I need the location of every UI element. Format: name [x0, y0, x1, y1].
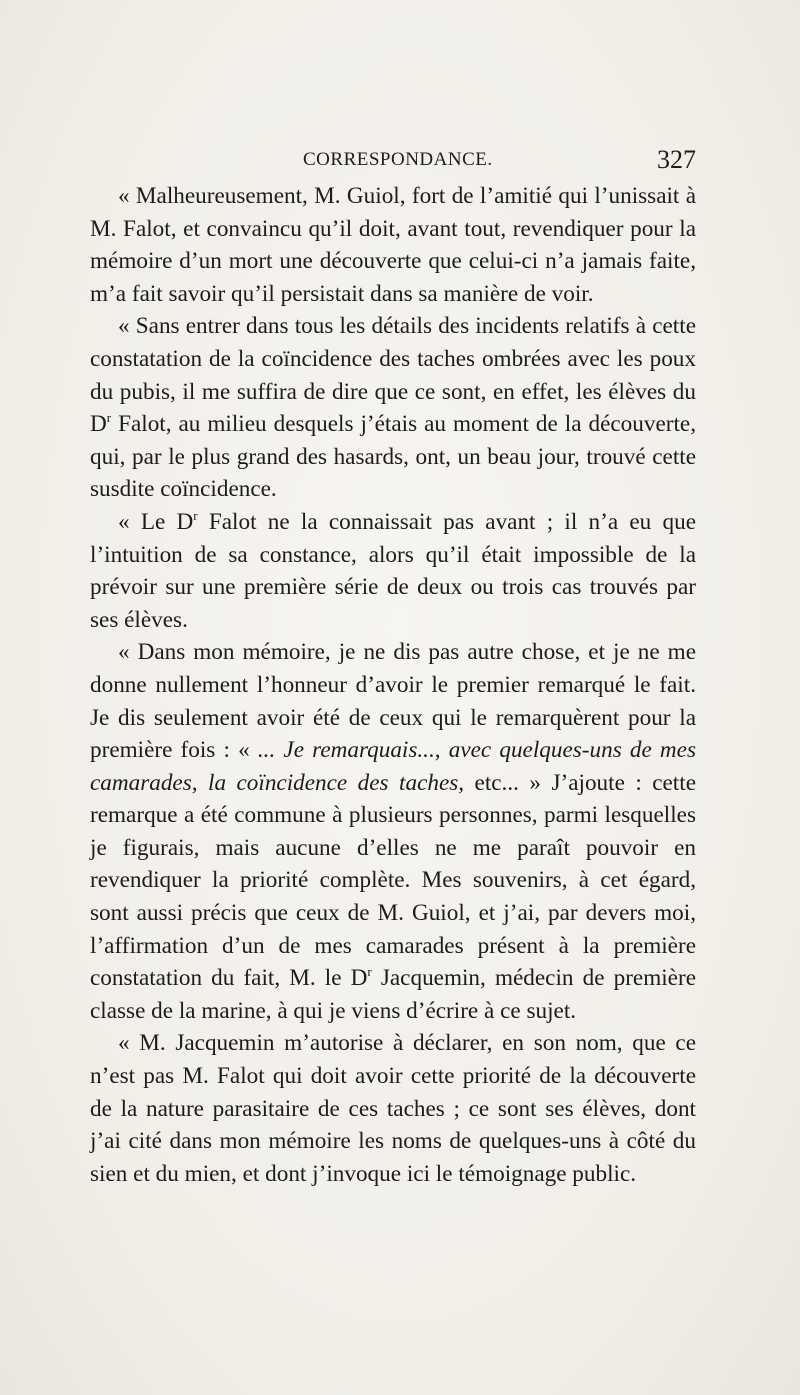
doctor-abbrev-sup: r: [367, 964, 372, 980]
doctor-abbrev-sup: r: [106, 410, 112, 426]
paragraph-4-rest: Jacquemin, médecin de première classe de la marine, à qui je viens d’écrire à ce sujet.: [90, 965, 696, 1024]
paragraph-3: [90, 506, 696, 636]
paragraph-1: « Malheureusement, M. Guiol, fort de l’amitié qui l’unissait à M. Falot, et convaincu qu’il doit, avant tout, revendiquer pour la mémoire d’un mort une découverte que celui-ci n’a jamais faite, m’a fait savoir qu’il persistait dans sa manière de voir.: [90, 183, 696, 307]
paragraph-3-start: « Le D: [118, 508, 194, 535]
paragraph-4-mid: etc... » J’ajoute : cette remarque a été commune à plusieurs personnes, parmi lesquelles je figurais, mais aucune d’elles ne me paraît pouvoir en revendiquer la priorité complète. Mes souvenirs, à cet égard, sont aussi précis que ceux de M. Guiol, et j’ai, par devers moi, l’affirmation d’un de mes camarades présent à la première constatation du fait, M. le D: [90, 769, 696, 992]
page-number: 327: [657, 145, 696, 174]
paragraph-5: « M. Jacquemin m’autorise à déclarer, en son nom, que ce n’est pas M. Falot qui doit avoir cette priorité de la découverte de la nature parasitaire de ces taches ; ce sont ses élèves, dont j’ai cité dans mon mémoire les noms de quelques-uns à côté du sien et du mien, et dont j’invoque ici le témoignage public.: [90, 1030, 696, 1187]
doctor-abbrev-sup: r: [193, 507, 198, 523]
paragraph-4: [90, 636, 696, 1027]
running-title: CORRESPONDANCE.: [303, 149, 493, 170]
quoted-italic-passage: ... Je remarquais..., avec quelques-uns de mes camarades, la coïncidence des taches,: [90, 737, 696, 796]
paragraph-2-text: « Sans entrer dans tous les détails des incidents relatifs à cette constatation de la coïncidence des taches ombrées avec les poux du pubis, il me suffira de dire que ce sont, en effet, les élèves du D: [90, 313, 696, 438]
paragraph-2-rest: Falot, au milieu desquels j’étais au moment de la découverte, qui, par le plus grand des hasards, ont, un beau jour, trouvé cette susdite coïncidence.: [90, 411, 696, 503]
body-text: [90, 180, 696, 1190]
paragraph-2: [90, 310, 696, 506]
page-header: [90, 143, 696, 177]
paragraph-4-start: « Dans mon mémoire, je ne dis pas autre chose, et je ne me donne nullement l’honneur d’avoir le premier remarqué le fait. Je dis seulement avoir été de ceux qui le remarquèrent pour la première fois : «: [90, 639, 696, 764]
paragraph-3-rest: Falot ne la connaissait pas avant ; il n’a eu que l’intuition de sa constance, alors qu’il était impossible de la prévoir sur une première série de deux ou trois cas trouvés par ses élèves.: [90, 508, 696, 633]
